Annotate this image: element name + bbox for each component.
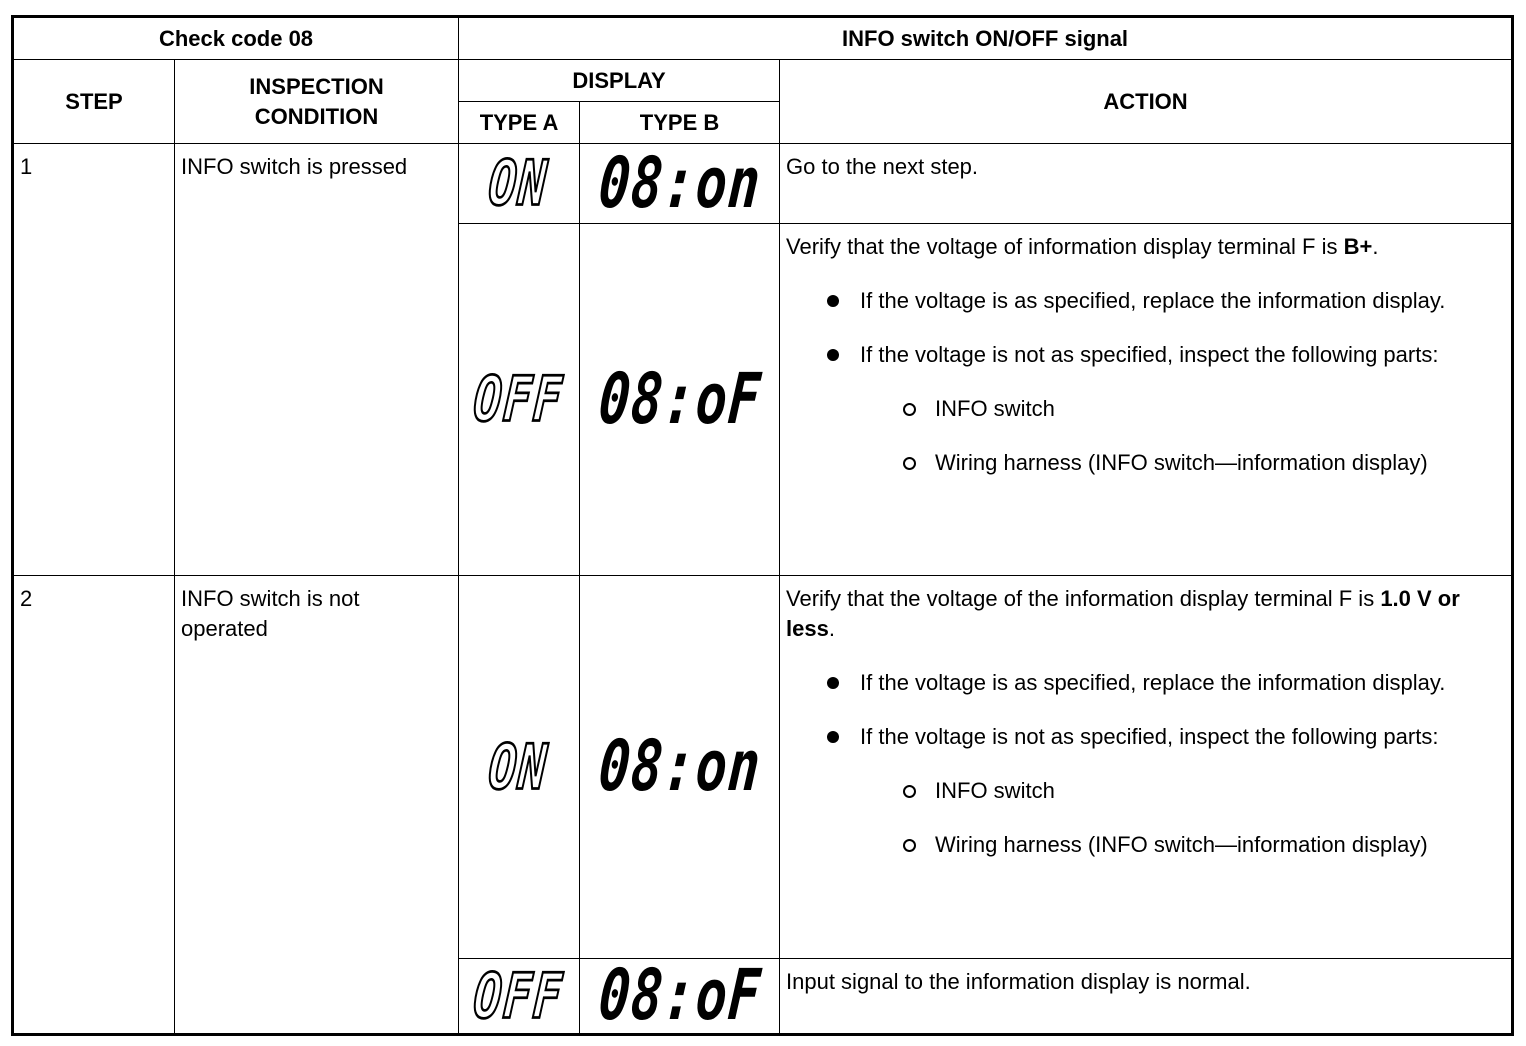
list-item	[780, 722, 1511, 752]
action-text	[780, 576, 1511, 644]
display-header: DISPLAY	[459, 60, 780, 102]
type-b-display-cell	[580, 576, 780, 959]
list-item	[780, 830, 1511, 860]
type-a-display-cell	[459, 576, 580, 959]
step-number: 1	[20, 154, 33, 179]
bullet-ring-icon	[903, 785, 916, 798]
bullet-text: If the voltage is not as specified, inspect the following parts:	[860, 342, 1439, 367]
bullet-dot-icon	[827, 731, 839, 743]
bullet-ring-icon	[903, 839, 916, 852]
table-row	[13, 576, 1513, 959]
bullet-dot-icon	[827, 677, 839, 689]
bullet-text: If the voltage is as specified, replace the information display.	[860, 288, 1446, 313]
action-cell	[780, 144, 1513, 224]
lcd-type-a: OFF	[471, 362, 567, 436]
list-item	[780, 776, 1511, 806]
sub-bullet-text: Wiring harness (INFO switch—information display)	[935, 832, 1428, 857]
action-cell	[780, 959, 1513, 1035]
condition-text: INFO switch is pressed	[181, 154, 408, 179]
lcd-type-b: 08:on	[595, 143, 764, 224]
action-text-pre: Verify that the voltage of information display terminal F is	[786, 234, 1344, 259]
check-code-table	[11, 15, 1514, 1036]
list-item	[780, 668, 1511, 698]
type-b-display-cell	[580, 955, 780, 1037]
sub-bullet-text: INFO switch	[935, 778, 1055, 803]
lcd-type-b: 08:oF	[595, 955, 764, 1037]
type-b-display-cell	[580, 224, 780, 576]
lcd-type-a: OFF	[471, 959, 567, 1032]
action-cell	[780, 224, 1513, 576]
sub-bullet-text: INFO switch	[935, 396, 1055, 421]
action-cell	[780, 576, 1513, 959]
step-cell	[13, 144, 175, 576]
action-text-pre: Verify that the voltage of the information display terminal F is	[786, 586, 1381, 611]
bullet-dot-icon	[827, 295, 839, 307]
spec-value: 1.0 V or less	[786, 586, 1460, 641]
inspection-condition-header	[175, 60, 459, 144]
list-item	[780, 340, 1511, 370]
lcd-type-b: 08:on	[595, 726, 764, 808]
lcd-type-b: 08:oF	[595, 359, 764, 440]
action-text: Input signal to the information display is normal.	[786, 969, 1251, 994]
step-header: STEP	[13, 60, 175, 144]
inspection-label: INSPECTION	[249, 73, 384, 99]
condition-label: CONDITION	[254, 103, 379, 129]
table-row	[13, 144, 1513, 224]
action-header: ACTION	[780, 60, 1513, 144]
bullet-dot-icon	[827, 349, 839, 361]
sub-bullet-list	[780, 394, 1511, 478]
list-item	[780, 394, 1511, 424]
bullet-ring-icon	[903, 403, 916, 416]
lcd-type-a: ON	[486, 730, 552, 803]
type-b-display-cell	[580, 144, 780, 224]
check-code-header: Check code 08	[13, 17, 459, 60]
type-a-header: TYPE A	[459, 102, 580, 144]
action-text-post: .	[828, 616, 835, 641]
action-text: Go to the next step.	[786, 154, 979, 179]
condition-text: INFO switch is not operated	[181, 586, 360, 641]
step-number: 2	[20, 586, 33, 611]
list-item	[780, 286, 1511, 316]
type-b-header: TYPE B	[580, 102, 780, 144]
bullet-text: If the voltage is as specified, replace the information display.	[860, 670, 1446, 695]
step-cell	[13, 576, 175, 1035]
spec-value: B+	[1343, 234, 1373, 259]
type-a-display-cell	[459, 144, 580, 224]
lcd-type-a: ON	[486, 146, 552, 220]
list-item	[780, 448, 1511, 478]
action-text-post: .	[1372, 234, 1379, 259]
type-a-display-cell	[459, 959, 580, 1035]
signal-header: INFO switch ON/OFF signal	[459, 17, 1513, 60]
condition-cell	[175, 576, 459, 1035]
bullet-list	[780, 668, 1511, 752]
sub-bullet-text: Wiring harness (INFO switch—information display)	[935, 450, 1428, 475]
bullet-text: If the voltage is not as specified, inspect the following parts:	[860, 724, 1439, 749]
bullet-ring-icon	[903, 457, 916, 470]
condition-cell	[175, 144, 459, 576]
bullet-list	[780, 286, 1511, 370]
type-a-display-cell	[459, 224, 580, 576]
sub-bullet-list	[780, 776, 1511, 860]
action-text	[780, 224, 1511, 262]
